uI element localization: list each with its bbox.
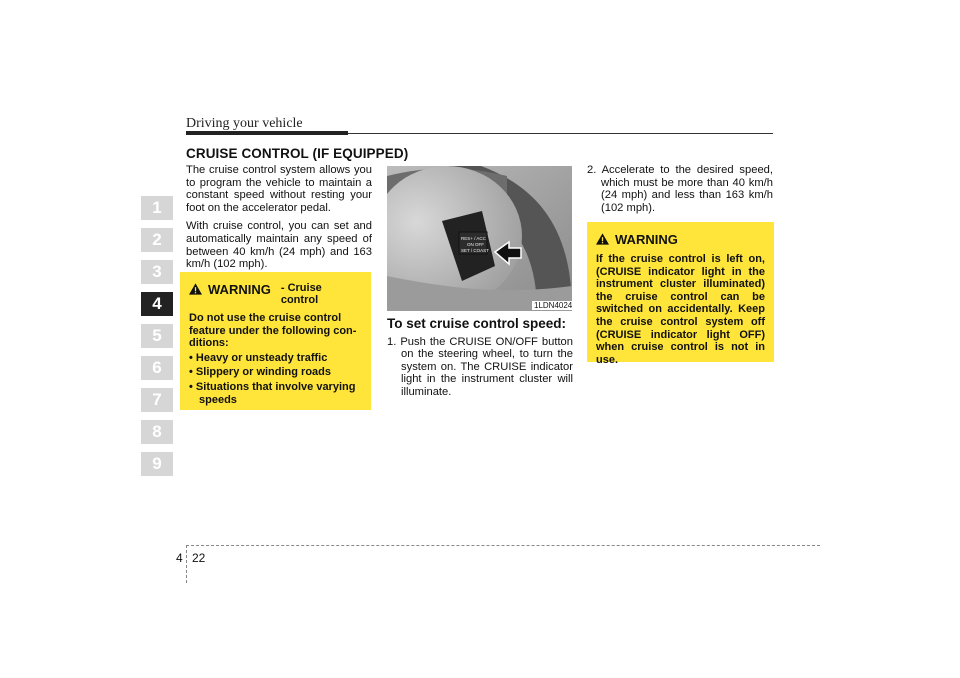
chapter-tab-8[interactable]: 8 bbox=[141, 420, 173, 444]
warning-triangle-icon bbox=[596, 233, 609, 245]
speed-range-paragraph: With cruise control, you can set and automatically maintain any speed of between 40 km/h (24 mph) and 163 km/h (102 mph). bbox=[186, 220, 372, 271]
warning-list-item: • Heavy or unsteady traffic bbox=[189, 351, 328, 364]
warning-body: If the cruise control is left on, (CRUISE indicator light in the instrument cluster illuminated) the cruise control can be switched on accidentally. Keep the cruise control system off (CRUISE indicator light OFF) when cruise control is not in use. bbox=[596, 253, 765, 366]
chapter-tab-1[interactable]: 1 bbox=[141, 196, 173, 220]
warning-list bbox=[189, 352, 362, 406]
step-2: 2. Accelerate to the desired speed, which must be more than 40 km/h (24 mph) and less than 163 km/h (102 mph). bbox=[587, 164, 773, 214]
column-3 bbox=[587, 164, 773, 220]
footer-chapter-number: 4 bbox=[176, 551, 183, 565]
intro-paragraph: The cruise control system allows you to program the vehicle to maintain a constant speed without resting your foot on the accelerator pedal. bbox=[186, 164, 372, 214]
warning-triangle-icon bbox=[189, 283, 202, 295]
photo-label-set: SET / COAST bbox=[461, 248, 489, 253]
footer-rule bbox=[186, 545, 820, 546]
chapter-tab-4[interactable]: 4 bbox=[141, 292, 173, 316]
subheading-set-speed: To set cruise control speed: bbox=[387, 316, 567, 331]
column-2 bbox=[387, 318, 573, 405]
steering-wheel-illustration bbox=[387, 166, 572, 311]
chapter-tabs bbox=[141, 196, 173, 484]
chapter-tab-2[interactable]: 2 bbox=[141, 228, 173, 252]
steering-wheel-photo bbox=[387, 166, 572, 311]
header-rule bbox=[348, 133, 773, 134]
chapter-tab-5[interactable]: 5 bbox=[141, 324, 173, 348]
warning-body: Do not use the cruise control feature under the following con-ditions: bbox=[189, 312, 357, 350]
warning-title: WARNING bbox=[208, 282, 271, 297]
chapter-tab-7[interactable]: 7 bbox=[141, 388, 173, 412]
photo-label-res: RES+ / ACC bbox=[461, 236, 486, 241]
warning-title: WARNING bbox=[615, 232, 678, 247]
photo-label-onoff: ON OFF bbox=[467, 242, 484, 247]
warning-list-item: • Situations that involve varying speeds bbox=[189, 380, 356, 406]
photo-code: 1LDN4024 bbox=[534, 301, 573, 310]
chapter-tab-6[interactable]: 6 bbox=[141, 356, 173, 380]
footer-divider bbox=[186, 545, 187, 583]
page-header: Driving your vehicle bbox=[186, 116, 303, 131]
header-rule-dark bbox=[186, 131, 348, 135]
section-title: CRUISE CONTROL (IF EQUIPPED) bbox=[186, 146, 409, 161]
footer-page-number: 22 bbox=[192, 551, 206, 565]
warning-list-item: • Slippery or winding roads bbox=[189, 366, 331, 379]
chapter-tab-9[interactable]: 9 bbox=[141, 452, 173, 476]
step-1: 1. Push the CRUISE ON/OFF button on the steering wheel, to turn the system on. The CRUISE indicator light in the instrument cluster will illuminate. bbox=[387, 335, 573, 398]
warning-box-cruise bbox=[180, 272, 371, 410]
warning-subtitle: - Cruise control bbox=[280, 282, 322, 306]
chapter-tab-3[interactable]: 3 bbox=[141, 260, 173, 284]
warning-box-left-on bbox=[587, 222, 774, 366]
column-1 bbox=[186, 164, 372, 277]
